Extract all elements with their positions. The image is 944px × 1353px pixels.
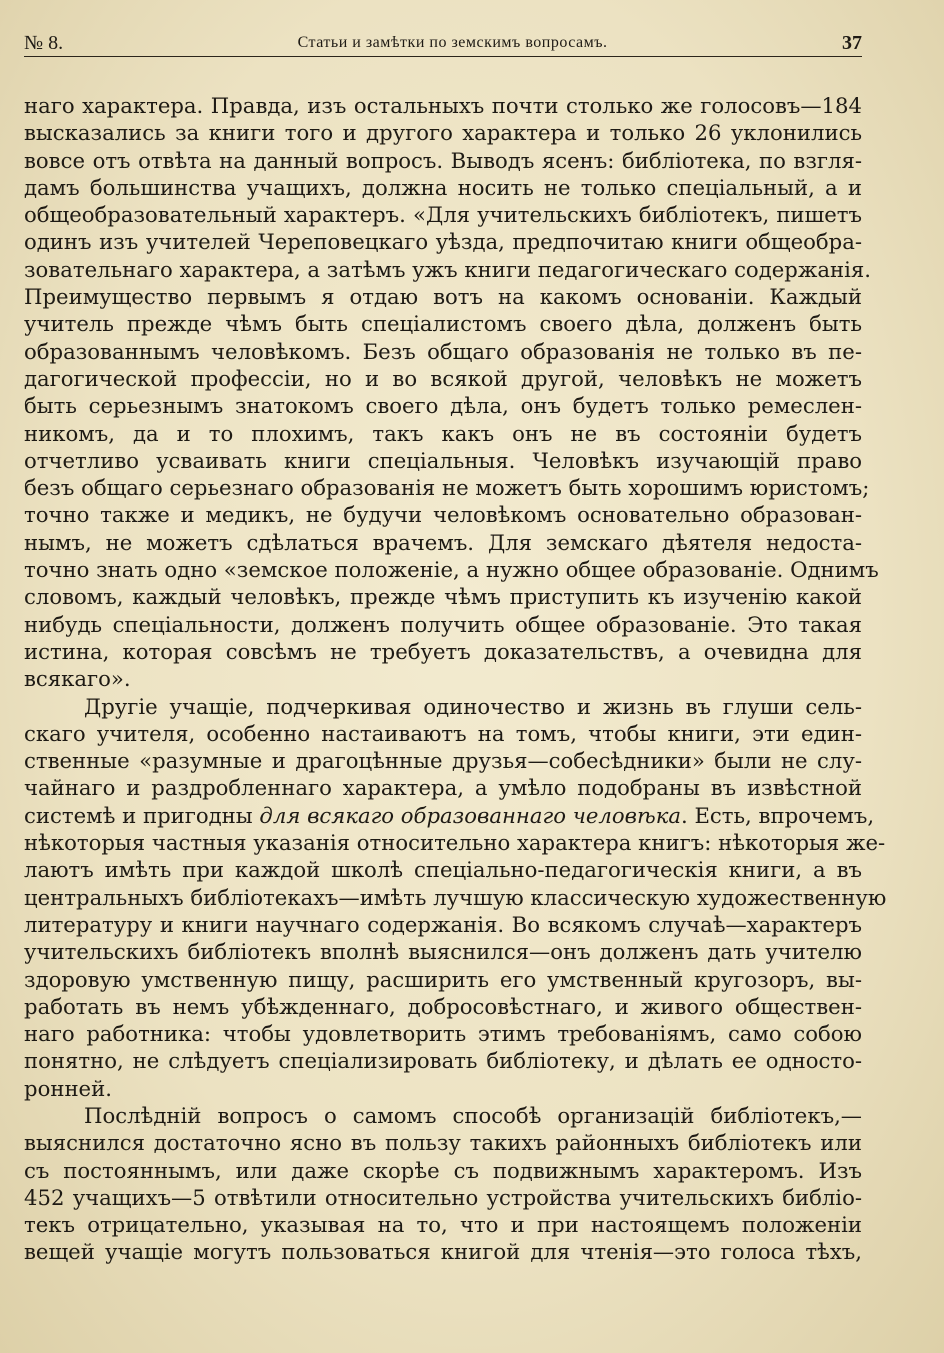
text-line: точно также и медикъ, не будучи человѣкомъ основательно образован-: [24, 502, 862, 528]
text-line: учительскихъ библіотекъ вполнѣ выяснился—онъ долженъ дать учителю: [24, 939, 862, 965]
page-number: 37: [842, 31, 862, 54]
text-line: литературу и книги научнаго содержанія. Во всякомъ случаѣ—характеръ: [24, 911, 862, 937]
italic-phrase: для всякаго образованнаго человѣка: [259, 802, 681, 828]
text-line: съ постояннымъ, или даже скорѣе съ подвижнымъ характеромъ. Изъ: [24, 1157, 862, 1183]
text-line: высказались за книги того и другого характера и только 26 уклонились: [24, 120, 862, 146]
body-text: [24, 92, 887, 1266]
text-line: ственные «разумные и драгоцѣнные друзья—собесѣдники» были не слу-: [24, 748, 862, 774]
text-line: 452 учащихъ—5 отвѣтили относительно устройства учительскихъ библіо-: [24, 1184, 862, 1210]
text-line: общеобразовательный характеръ. «Для учительскихъ библіотекъ, пишетъ: [24, 202, 862, 228]
issue-number: № 8.: [24, 31, 64, 54]
text-line: понятно, не слѣдуетъ спеціализировать библіотеку, и дѣлать ее односто-: [24, 1048, 862, 1074]
text-line: работать въ немъ убѣжденнаго, добросовѣстнаго, и живого обществен-: [24, 993, 862, 1019]
text-line: Преимущество первымъ я отдаю вотъ на какомъ основаніи. Каждый: [24, 284, 862, 310]
text-line: образованнымъ человѣкомъ. Безъ общаго образованія не только въ пе-: [24, 338, 862, 364]
text-line: чайнаго и раздробленнаго характера, а умѣло подобраны въ извѣстной: [24, 775, 862, 801]
text-line: никомъ, да и то плохимъ, такъ какъ онъ не въ состояніи будетъ: [24, 420, 862, 446]
text-line: истина, которая совсѣмъ не требуетъ доказательствъ, а очевидна для: [24, 638, 862, 664]
text-line: отчетливо усваивать книги спеціальныя. Человѣкъ изучающій право: [24, 447, 862, 473]
text-line: учитель прежде чѣмъ быть спеціалистомъ своего дѣла, долженъ быть: [24, 311, 862, 337]
text-line: одинъ изъ учителей Череповецкаго уѣзда, предпочитаю книги общеобра-: [24, 229, 862, 255]
text-line: наго работника: чтобы удовлетворить этимъ требованіямъ, само собою: [24, 1021, 862, 1047]
text-line: Другіе учащіе, подчеркивая одиночество и жизнь въ глуши сель-: [84, 693, 862, 719]
text-line: скаго учителя, особенно настаиваютъ на томъ, чтобы книги, эти един-: [24, 720, 862, 746]
text-line: наго характера. Правда, изъ остальныхъ почти столько же голосовъ—184: [24, 93, 862, 118]
text-line: вещей учащіе могутъ пользоваться книгой для чтенія—это голоса тѣхъ,: [24, 1239, 862, 1265]
text-line: вовсе отъ отвѣта на данный вопросъ. Выводъ ясенъ: библіотека, по взгля-: [24, 147, 862, 173]
text-line: лаютъ имѣть при каждой школѣ спеціально-педагогическія книги, а въ: [24, 857, 862, 883]
text-segment: . Есть, впрочемъ,: [680, 802, 875, 828]
text-segment: системѣ и пригодны: [24, 802, 253, 828]
text-line: точно знать одно «земское положеніе, а нужно общее образованіе. Однимъ: [24, 557, 879, 583]
running-head: [24, 30, 862, 57]
text-line: нибудь спеціальности, долженъ получить общее образованіе. Это такая: [24, 611, 862, 637]
text-line: словомъ, каждый человѣкъ, прежде чѣмъ приступить къ изученію какой: [24, 584, 862, 610]
text-line: быть серьезнымъ знатокомъ своего дѣла, онъ будетъ только ремеслен-: [24, 393, 862, 419]
text-line: нѣкоторыя частныя указанія относительно характера книгъ: нѣкоторыя же-: [24, 830, 886, 856]
text-line: здоровую умственную пищу, расширить его умственный кругозоръ, вы-: [24, 966, 862, 992]
text-line: дамъ большинства учащихъ, должна носить не только спеціальный, а и: [24, 174, 862, 200]
text-line: центральныхъ библіотекахъ—имѣть лучшую классическую художественную: [24, 884, 887, 910]
text-line: выяснился достаточно ясно въ пользу такихъ районныхъ библіотекъ или: [24, 1130, 862, 1156]
text-line: текъ отрицательно, указывая на то, что и при настоящемъ положеніи: [24, 1212, 862, 1238]
text-line: нымъ, не можетъ сдѣлаться врачемъ. Для земскаго дѣятеля недоста-: [24, 529, 862, 555]
text-line-mixed: [24, 802, 875, 829]
text-line: ронней.: [24, 1075, 112, 1101]
text-line: безъ общаго серьезнаго образованія не можетъ быть хорошимъ юристомъ;: [24, 475, 870, 501]
running-title: Статьи и замѣтки по земскимъ вопросамъ.: [297, 34, 608, 51]
text-line: дагогической профессіи, но и во всякой другой, человѣкъ не можетъ: [24, 365, 862, 391]
text-line: Послѣдній вопросъ о самомъ способѣ организацій библіотекъ,—: [84, 1102, 862, 1128]
text-line: всякаго».: [24, 666, 131, 692]
text-line: зовательнаго характера, а затѣмъ ужъ книги педагогическаго содержанія.: [24, 256, 871, 282]
